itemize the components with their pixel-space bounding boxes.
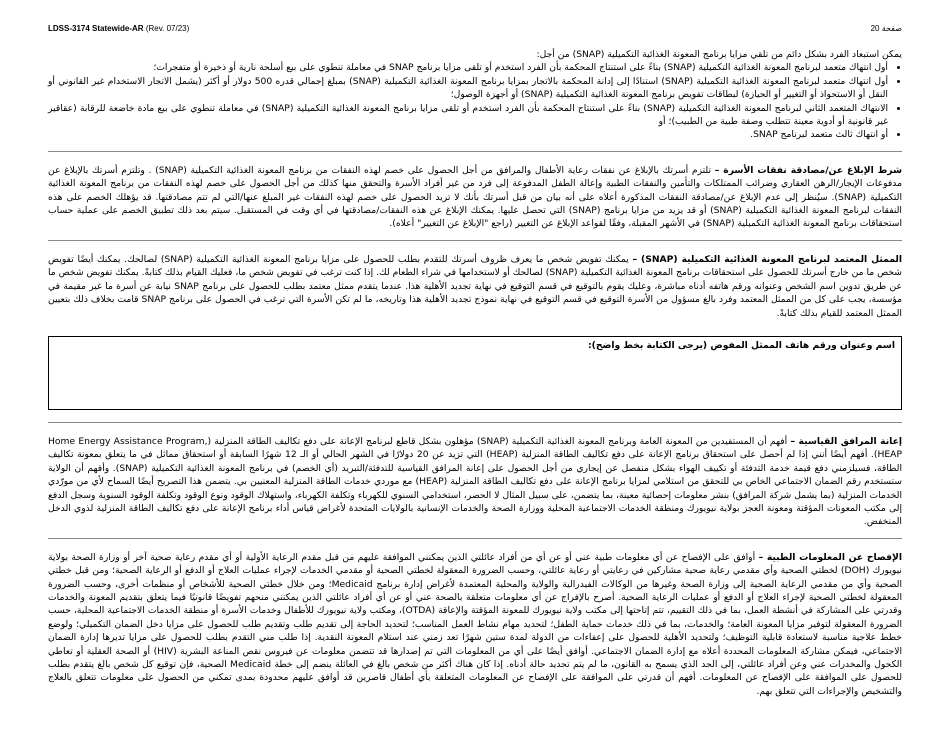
utility-section [48, 435, 902, 529]
representative-section [48, 253, 902, 410]
divider [48, 422, 902, 423]
list-item: • أول انتهاك متعمد لبرنامج المعونة الغذائية التكميلية (SNAP) بناءً على استنتاج المحكمة بأن الفرد استخدم أو تلقى مزايا برنامج SNAP في معاملة تنطوي على بيع أسلحة نارية أو ذخيرة أو متفجرات؛ [48, 61, 888, 74]
page-number: صفحة 20 [870, 24, 902, 33]
medical-title: الإفصاح عن المعلومات الطبية – [758, 551, 903, 563]
representative-title: الممثل المعتمد لبرنامج المعونة الغذائية التكميلية (SNAP) – [632, 253, 903, 265]
expenses-section [48, 164, 902, 231]
page-header [48, 24, 902, 38]
disqualification-intro: يمكن استبعاد الفرد بشكل دائم من تلقي مزايا برنامج المعونة الغذائية التكميلية (SNAP) من أجل: [536, 49, 902, 60]
medical-body: أوافق على الإفصاح عن أي معلومات طبية عني أو عن أي من أفراد عائلتي الذين يمكنني الموافقة عليهم من قبل مقدم الرعاية الأولية أو أي مقدم رعاية صحية آخر أو وزارة الصحة بولاية نيويورك (DOH) لخطتي الصحية وأي مقدمي رعاية صحية مشاركين في رعايتي أو رعاية عائلتي، وحسب الضرورة المعقولة لخطتي الصحية أو مقدمي الخدمات لإجراء عمليات العلاج أو الدفع أو الرعاية الصحية؛ ومن قبل خطتي الصحية وأي من مقدمي الرعاية الصحية إلى وزارة الصحة وغيرها من الوكالات الفيدرالية والولاية والمحلية المعتمدة لأغراض إدارة برنامج Medicaid؛ ومن خلال خطتي الصحية للأشخاص أو منظمات أخرى، وحسب الضرورة المعقولة لخطتي الصحية لإجراء العلاج أو الدفع أو عمليات الرعاية الصحية. أصرح بالإفراج عن أي معلومات متعلقة بالصحة عني أو عن أي أفراد عائلتي الذين يمكنني منحهم تفويضًا قانونيًا فيما يتعلق بتقديم المعونة والخدمات وقدرتي على المشاركة في أنشطة العمل، بما في ذلك التقييم، تتم إتاحتها إلى مكتب ولاية نيويورك للمعونة المؤقتة والإعاقة (OTDA)، ومكتب ولاية نيويورك للأطفال وخدمات الأسرة أو منطقة الخدمات الاجتماعية المحلية، حسب الضرورة المعقولة لتوفير مزايا المعونة العامة؛ والخدمات، بما في ذلك خدمات حماية الطفل؛ لتحديد مهام نشاط العمل المناسب؛ لتحديد الحاجة إلى تقديم طلب وتقديم طلب للحصول على مزايا دخل الضمان التكميلي؛ ولوضع خطط علاجية مناسبة لاستعادة قابلية التوظيف؛ ولتحديد الأهلية للحصول على إعفاءات من الدولة لمدة ستين شهرًا تعد زمني عند استلام المعونة النقدية. إذا طلب مني التقدم بطلب للحصول على مزايا تديرها إدارة الضمان الاجتماعي، فيمكن مشاركة المعلومات المحددة أعلاه مع إدارة الضمان الاجتماعي. أوافق أيضًا على أي من المعلومات التي تم إصدارها قد تتضمن معلومات عن فيروس نقص المناعة البشرية (HIV) أو الصحة العقلية أو تعاطي الكحول والمخدرات عني وعن أفراد عائلتي، إلى الحد الذي يسمح به القانون، ما لم يتم تحديد حالة أدناه. إذا كان هناك أكثر من شخص بالغ في العائلة ينضم إلى خطة Medicaid الصحية، فإن توقيع كل شخص بالغ يتقدم بطلب للحصول على الموافقة على الإفصاح عن المعلومات. أفهم أن قدرتي على الموافقة على الإفصاح عن المعلومات المتعلقة بأي أطفال قاصرين قد أوافق عليهم محدودة بمدى تمكني من الحصول على معلومات تتعلق بالعلاج والتشخيص والإجراءات التي تتعلق بهم. [48, 551, 903, 697]
representative-box-label: اسم وعنوان ورقم هاتف الممثل المفوض (يرجى الكتابة بخط واضح): [587, 339, 895, 351]
utility-title: إعانة المرافق القياسية – [790, 435, 903, 447]
list-item: • أو انتهاك ثالث متعمد لبرنامج SNAP. [48, 128, 888, 141]
expenses-body: تلتزم أسرتك بالإبلاغ عن نفقات رعاية الأطفال والمرافق من أجل الحصول على خصم لهذه النفقات من برنامج المعونة الغذائية التكميلية (SNAP) . وتلتزم أسرتك بالإبلاغ عن مدفوعات الإيجار/الرهن العقاري وضرائب الممتلكات والتأمين والنفقات الطبية وإعالة الطفل المدفوعة إلى فرد من غير أفراد الأسرة والتحقق منها كذلك من أجل الحصول على خصم لهذه النفقات من برنامج المعونة الغذائية التكميلية (SNAP). سيُنظر إلى عدم الإبلاغ عن/مصادقة النفقات المذكورة أعلاه على أنه بيان من قبل أسرتك بأنك لا تريد الحصول على خصم لهذه النفقات غير المبلغ عنها/التي لم تتم مصادقتها. قد يؤهلك الخصم على هذه النفقات لبرنامج المعونة الغذائية التكميلية (SNAP) أو قد يزيد من مزايا برنامج (SNAP) التي تحصل عليها. يمكنك الإبلاغ عن هذه النفقات/مصادقتها في أي وقت في المستقبل. سيتم بعد ذلك تطبيق الخصم على عملية حساب استحقاقات برنامج المعونة الغذائية التكميلية (SNAP) في الأشهر المقبلة، وفقًا لقواعد الإبلاغ عن التغيير (راجع "الإبلاغ عن التغيير" أعلاه). [48, 164, 902, 230]
expenses-title: شرط الإبلاغ عن/مصادقة نفقات الأسرة – [714, 164, 903, 176]
form-id [48, 24, 189, 33]
utility-body: أفهم أن المستفيدين من المعونة العامة وبرنامج المعونة الغذائية التكميلية (SNAP) مؤهلون بشكل قاطع لبرنامج الإعانة على دفع تكاليف الطاقة المنزلية (Home Energy Assistance Program, HEAP). أفهم أيضًا أنني إذا لم أحصل على استحقاق برنامج الإعانة على دفع تكاليف الطاقة المنزلية (HEAP) التي تزيد عن 20 دولارًا في الشهر الحالي أو الـ 12 شهرًا السابقة أو استحقاق مماثل في ما يتعلق بمعونة تكاليف الطاقة، فسيلزمني دفع قيمة خدمة التدفئة أو تكييف الهواء بشكل منفصل عن إيجاري من أجل الحصول على إعانة المرافق القياسية للتدفئة/التبريد (أي الخصم) في برنامج المعونة الغذائية التكميلية (SNAP). وأفهم أن الولاية ستستخدم رقم الضمان الاجتماعي الخاص بي للتحقق من استلامي لمزايا برنامج الإعانة على دفع تكاليف الطاقة المنزلية (HEAP) مع موردي خدمات الطاقة المنزلية المعنيين بي. يتضمن هذا التصريح أيضًا السماح لأي من مورّدي الخدمات المنزلية (بما يشمل شركة المرافق) بنشر معلومات إحصائية معينة، بما يتضمن، على سبيل المثال لا الحصر، استخدامي السنوي للكهرباء وتكلفة الكهرباء، واستهلاك الوقود ونوع الوقود وتكلفة الوقود السنوية وسجل الدفع إلى مكتب المعونات المؤقتة ومعونة العجز بولاية نيويورك ومنطقة الخدمات الاجتماعية المحلية ووزارة الصحة والخدمات الإنسانية بالولايات المتحدة لأغراض قياس أداء برنامج الإعانة على دفع تكاليف الطاقة المنزلية لذوي الدخل المنخفض. [48, 435, 903, 528]
disqualification-list [48, 61, 902, 141]
medical-section [48, 551, 902, 698]
list-item: • أول انتهاك متعمد لبرنامج المعونة الغذائية التكميلية (SNAP) استنادًا إلى إدانة المحكمة بالاتجار بمزايا برنامج المعونة الغذائية التكميلية (SNAP) بمبلغ إجمالي قدره 500 دولار أو أكثر (يشمل الاتجار الاستخدام غير القانوني أو النقل أو الاستحواذ أو التغيير أو الحيازة) لبطاقات تفويض برنامج المعونة الغذائية التكميلية (SNAP) أو أجهزة الوصول؛ [48, 75, 888, 102]
representative-info-box[interactable] [48, 336, 902, 410]
representative-body: يمكنك تفويض شخص ما يعرف ظروف أسرتك للتقدم بطلب للحصول على مزايا برنامج المعونة الغذائية التكميلية (SNAP) لصالحك. يمكنك أيضًا تفويض شخص ما من خارج أسرتك للحصول على استحقاقات برنامج المعونة الغذائية التكميلية (SNAP) لصالحك أو لاستخدامها في شراء الطعام لك. إذا كنت ترغب في تفويض شخص ما، فعليك القيام بذلك كتابةً. يمكنك تفويض شخص ما عن طريق تدوين اسم الشخص وعنوانه ورقم هاتفه أدناه مباشرة، وعليك يقوم بالتوقيع في قسم التوقيع في نهاية تجديد الأهلية هذا. عندما يتقدم ممثل معتمد بطلب للحصول على برنامج SNAP نيابة عن أسرة ما غير مقيمة في مؤسسة، يجب على كل من الممثل المعتمد وفرد بالغ مسؤول من الأسرة التوقيع في قسم التوقيع في نهاية نموذج تجديد الأهلية هذا وتاريخه، ما لم تكن الأسرة التي ترغب في الحصول على برنامج SNAP قامت بخلاف ذلك بتعيين الممثل المعتمد للقيام بذلك كتابةً. [48, 253, 902, 319]
divider [48, 538, 902, 539]
list-item: • الانتهاك المتعمد الثاني لبرنامج المعونة الغذائية التكميلية (SNAP) بناءً على استنتاج المحكمة بأن الفرد استخدم أو تلقى مزايا برنامج المعونة الغذائية التكميلية (SNAP) في معاملة تنطوي على بيع مادة خاضعة للرقابة (عقاقير غير قانونية أو أدوية معينة تتطلب وصفة طبية من الطبيب)؛ أو [48, 102, 888, 129]
form-revision: (Rev. 07/23) [145, 24, 190, 33]
document-body [48, 48, 902, 698]
disqualification-section [48, 48, 902, 142]
divider [48, 151, 902, 152]
form-number: LDSS-3174 Statewide-AR [48, 24, 144, 33]
divider [48, 240, 902, 241]
